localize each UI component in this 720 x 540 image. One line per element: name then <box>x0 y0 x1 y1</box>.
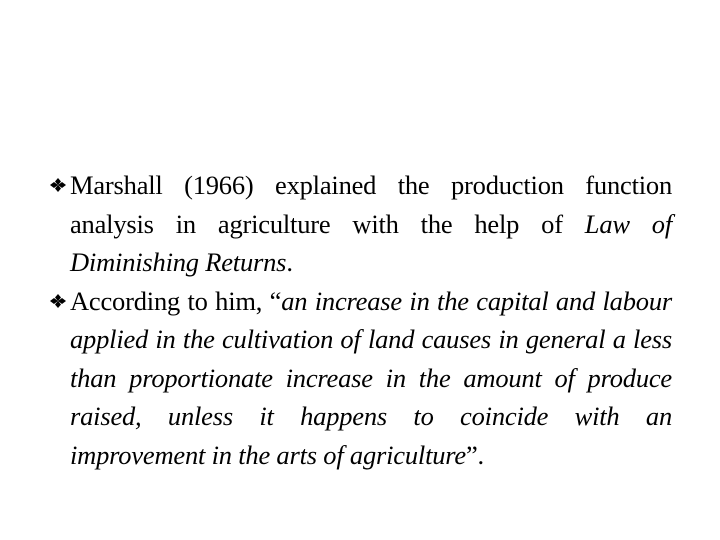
bullet-text-italic: Law of Diminishing Returns <box>70 208 673 277</box>
bullet-list <box>48 166 672 474</box>
bullet-text-plain: Marshall (1966) explained the production function analysis in agriculture with the help of <box>70 170 672 239</box>
bullet-text-plain: ”. <box>465 439 484 470</box>
diamond-flower-icon <box>48 177 68 193</box>
bullet-text-italic: an increase in the capital and labour applied in the cultivation of land causes in general a less than proportionate increase in the amount of produce raised, unless it happens to coincide with an improvement in the arts of agriculture <box>70 285 672 470</box>
bullet-text-plain: . <box>286 247 293 277</box>
bullet-text-plain: According to him, “ <box>70 285 282 316</box>
bullet-item-marshall <box>48 166 672 282</box>
diamond-flower-icon <box>48 293 68 309</box>
bullet-item-definition <box>48 282 672 475</box>
